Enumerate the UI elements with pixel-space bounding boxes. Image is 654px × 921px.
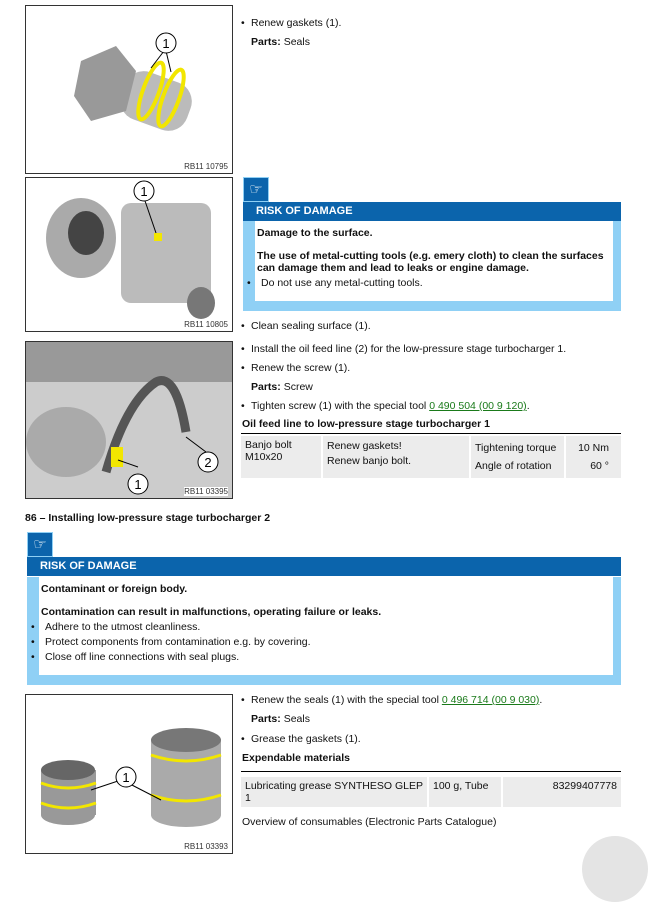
warning-detail: Contamination can result in malfunctions, operating failure or leaks.: [41, 606, 382, 618]
warning-bullet: • Adhere to the utmost cleanliness.: [29, 621, 613, 633]
parts-line: [251, 36, 310, 48]
text: Tighten screw (1) with the special tool: [251, 400, 430, 412]
step-tighten-screw: [241, 400, 530, 412]
parts-label: Parts:: [251, 713, 281, 725]
spec-label: Angle of rotation: [475, 460, 552, 472]
turbocharger-illustration: [26, 178, 232, 331]
spec-label-cell: [470, 436, 565, 478]
step-install-oil-line: • Install the oil feed line (2) for the low-pressure stage turbocharger 1.: [241, 343, 566, 355]
materials-title: Expendable materials: [242, 752, 350, 764]
divider: [241, 433, 621, 434]
parts-line: [251, 713, 310, 725]
figure-caption: RB11 03393: [184, 842, 228, 851]
divider: [241, 771, 621, 772]
step-clean-surface: • Clean sealing surface (1).: [241, 320, 371, 332]
spec-value: 10 Nm: [578, 442, 609, 454]
table-row: [241, 436, 621, 478]
text: Renew the seals (1) with the special tool: [251, 694, 442, 706]
spec-label: Tightening torque: [475, 442, 557, 454]
step-renew-gaskets: • Renew gaskets (1).: [241, 17, 341, 29]
special-tool-link[interactable]: 0 490 504 (00 9 120): [429, 400, 527, 412]
material-qty: 100 g, Tube: [428, 777, 502, 807]
figure-caption: RB11 10795: [184, 162, 228, 171]
text: .: [526, 400, 530, 412]
note: Renew gaskets!: [327, 440, 402, 452]
step-renew-screw: • Renew the screw (1).: [241, 362, 350, 374]
parts-value: Seals: [283, 713, 310, 725]
parts-line: [251, 381, 313, 393]
warning-summary: Damage to the surface.: [257, 227, 373, 239]
material-name: Lubricating grease SYNTHESO GLEP 1: [241, 777, 428, 807]
banjo-bolt-illustration: [26, 6, 232, 173]
callout-1: 1: [162, 36, 170, 51]
material-part-number: 83299407778: [502, 777, 621, 807]
figure-banjo-bolt: [25, 5, 233, 174]
seals-illustration: [26, 695, 232, 853]
warning-box: [243, 221, 621, 311]
parts-value: Screw: [283, 381, 313, 393]
warning-box: [27, 577, 621, 685]
figure-caption: RB11 10805: [184, 320, 228, 329]
pointing-hand-icon: ☞: [243, 177, 269, 202]
materials-table: [241, 777, 621, 807]
warning-summary: Contaminant or foreign body.: [41, 583, 188, 595]
consumables-overview-link[interactable]: Overview of consumables (Electronic Parts Catalogue): [242, 816, 497, 828]
warning-bullet: • Close off line connections with seal plugs.: [29, 651, 613, 663]
warning-title: RISK OF DAMAGE: [27, 557, 621, 576]
warning-bullet: • Do not use any metal-cutting tools.: [245, 277, 613, 289]
text: .: [539, 694, 543, 706]
step-grease-gaskets: • Grease the gaskets (1).: [241, 733, 361, 745]
oil-feed-line-illustration: [26, 342, 232, 498]
figure-oil-feed-line: [25, 341, 233, 499]
callout-1: 1: [122, 770, 130, 785]
parts-value: Seals: [283, 36, 310, 48]
table-title: Oil feed line to low-pressure stage turbocharger 1: [242, 418, 490, 430]
section-title: 86 – Installing low-pressure stage turbocharger 2: [25, 512, 271, 524]
warning-title: RISK OF DAMAGE: [243, 202, 621, 221]
callout-1: 1: [140, 184, 148, 199]
note: Renew banjo bolt.: [327, 455, 412, 467]
spec-value-cell: [565, 436, 621, 478]
pointing-hand-icon: ☞: [27, 532, 53, 557]
warning-detail: The use of metal-cutting tools (e.g. emery cloth) to clean the surfaces can damage them and lead to leaks or engine damage.: [257, 250, 604, 274]
parts-label: Parts:: [251, 36, 281, 48]
spec-value: 60 °: [590, 460, 609, 472]
special-tool-link[interactable]: 0 496 714 (00 9 030): [441, 694, 540, 706]
table-row: [241, 777, 621, 807]
warning-bullet: • Protect components from contamination e.g. by covering.: [29, 636, 613, 648]
figure-seals: [25, 694, 233, 854]
part-cell: Banjo bolt M10x20: [241, 436, 322, 478]
parts-label: Parts:: [251, 381, 281, 393]
figure-caption: RB11 03395: [184, 487, 228, 496]
notes-cell: [322, 436, 470, 478]
callout-1: 1: [134, 477, 142, 492]
torque-table: [241, 436, 621, 478]
callout-2: 2: [204, 455, 212, 470]
watermark-logo: [582, 836, 648, 902]
figure-turbocharger: [25, 177, 233, 332]
step-renew-seals: [241, 694, 542, 706]
